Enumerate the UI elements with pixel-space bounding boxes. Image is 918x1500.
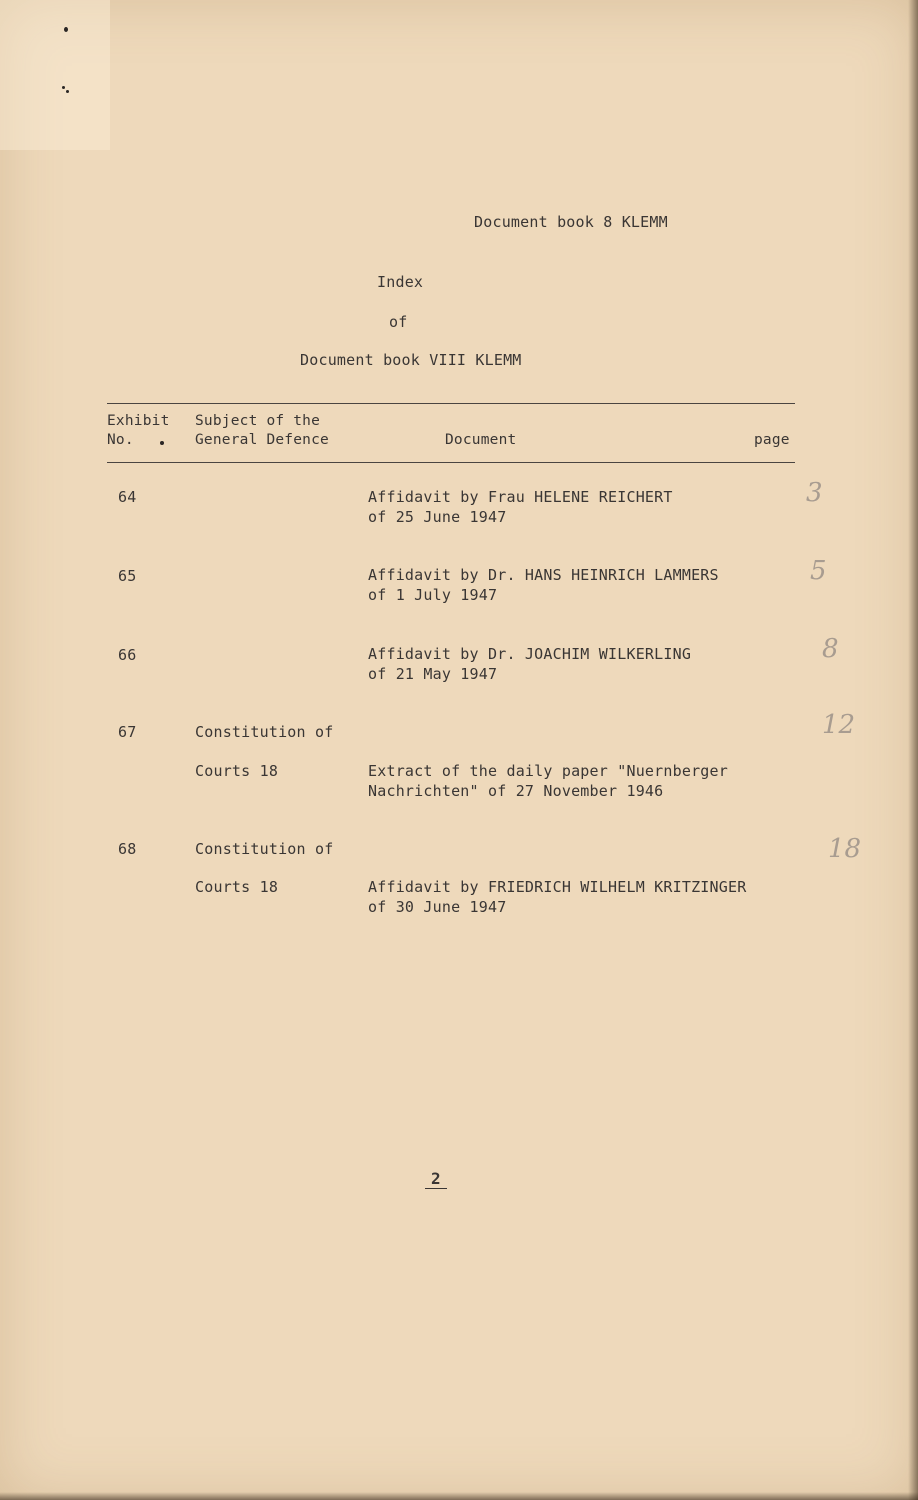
page-number [425, 1169, 447, 1188]
column-header-page: page [754, 432, 790, 448]
subject-heading: Constitution of [195, 723, 334, 741]
document-description: Affidavit by Frau HELENE REICHERT [368, 488, 673, 506]
page-title: Document book VIII KLEMM [300, 351, 522, 369]
column-header-exhibit-line2: No. [107, 432, 134, 448]
document-description: Affidavit by FRIEDRICH WILHELM KRITZINGER [368, 878, 747, 896]
handwritten-page-number: 8 [822, 634, 839, 664]
exhibit-number: 67 [118, 723, 137, 741]
page-number-value: 2 [425, 1169, 447, 1189]
handwritten-page-number: 5 [810, 556, 827, 586]
document-date: of 30 June 1947 [368, 898, 507, 916]
table-header-rule [107, 462, 795, 463]
column-header-exhibit-line1: Exhibit [107, 413, 170, 429]
index-heading: Index [377, 273, 424, 291]
column-header-document: Document [445, 432, 517, 448]
exhibit-number: 68 [118, 840, 137, 858]
ink-speck [62, 86, 65, 89]
document-date: of 21 May 1947 [368, 665, 498, 683]
document-date: of 25 June 1947 [368, 508, 507, 526]
page-edge-shadow [908, 0, 918, 1500]
subject-heading-continued: Courts 18 [195, 878, 279, 896]
exhibit-number: 64 [118, 488, 137, 506]
page-edge-shadow-bottom [0, 1492, 918, 1500]
column-header-subject-line2: General Defence [195, 432, 329, 448]
document-description: Extract of the daily paper "Nuernberger [368, 762, 728, 780]
ink-speck [64, 27, 68, 32]
ink-speck [66, 90, 69, 93]
document-date: of 1 July 1947 [368, 586, 498, 604]
exhibit-number: 66 [118, 646, 137, 664]
column-header-subject-line1: Subject of the [195, 413, 321, 429]
discolored-corner [0, 0, 110, 150]
ink-speck [160, 441, 164, 445]
handwritten-page-number: 18 [828, 834, 862, 864]
handwritten-page-number: 12 [822, 710, 856, 740]
exhibit-number: 65 [118, 567, 137, 585]
handwritten-page-number: 3 [806, 478, 823, 508]
document-description: Affidavit by Dr. JOACHIM WILKERLING [368, 645, 692, 663]
table-top-rule [107, 403, 795, 404]
book-reference: Document book 8 KLEMM [474, 213, 668, 231]
document-date: Nachrichten" of 27 November 1946 [368, 782, 664, 800]
subject-heading-continued: Courts 18 [195, 762, 279, 780]
document-description: Affidavit by Dr. HANS HEINRICH LAMMERS [368, 566, 719, 584]
of-heading: of [389, 313, 408, 331]
subject-heading: Constitution of [195, 840, 334, 858]
